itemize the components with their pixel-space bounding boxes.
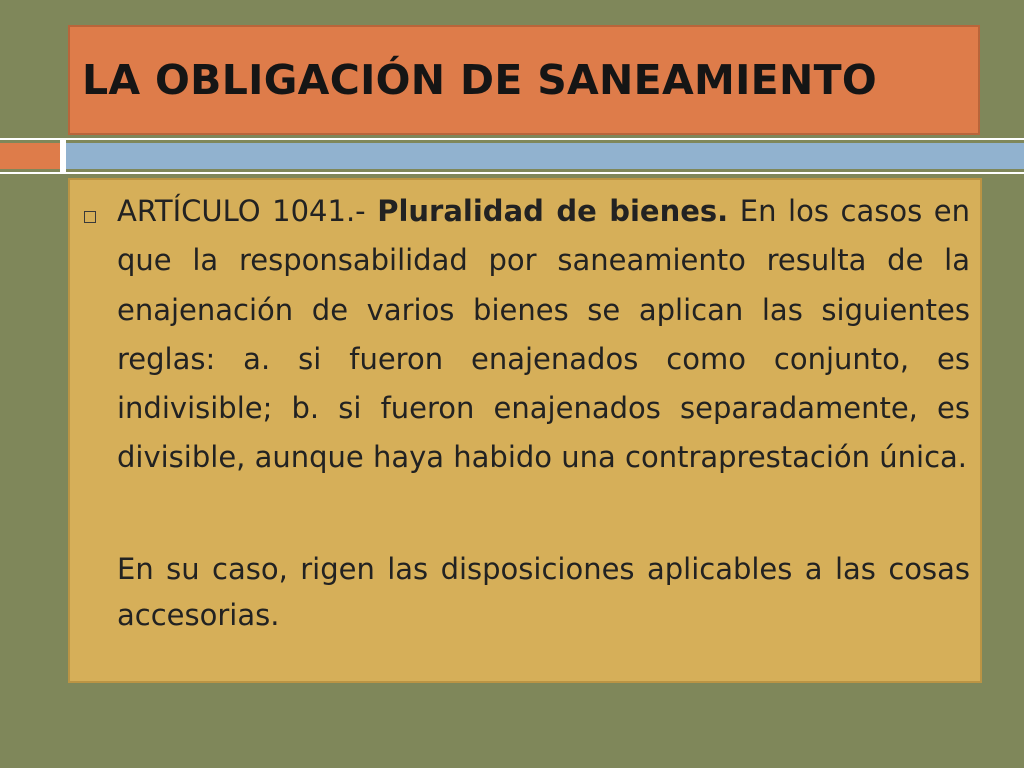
title-banner (68, 25, 980, 135)
slide-title: LA OBLIGACIÓN DE SANEAMIENTO (82, 56, 878, 104)
second-paragraph: En su caso, rigen las disposiciones aplicables a las cosas accesorias. (117, 552, 970, 632)
divider-blue-segment (66, 143, 1024, 169)
divider-line-top (0, 138, 1024, 140)
divider-bar (0, 138, 1024, 176)
article-paragraph (117, 187, 970, 483)
divider-line-bottom (0, 172, 1024, 174)
article-body: En los casos en que la responsabilidad por saneamiento resulta de la enajenación de varios bienes se aplican las siguientes reglas: a. si fueron enajenados como conjunto, es indivisible; b. si fueron enajenados separadamente, es divisible, aunque haya habido una contraprestación única. (117, 194, 971, 475)
content-panel (68, 178, 982, 683)
article-number: ARTÍCULO 1041.- (117, 194, 366, 228)
divider-orange-segment (0, 143, 60, 169)
article-title: Pluralidad de bienes. (377, 194, 729, 228)
hollow-square-bullet-icon (84, 211, 96, 223)
